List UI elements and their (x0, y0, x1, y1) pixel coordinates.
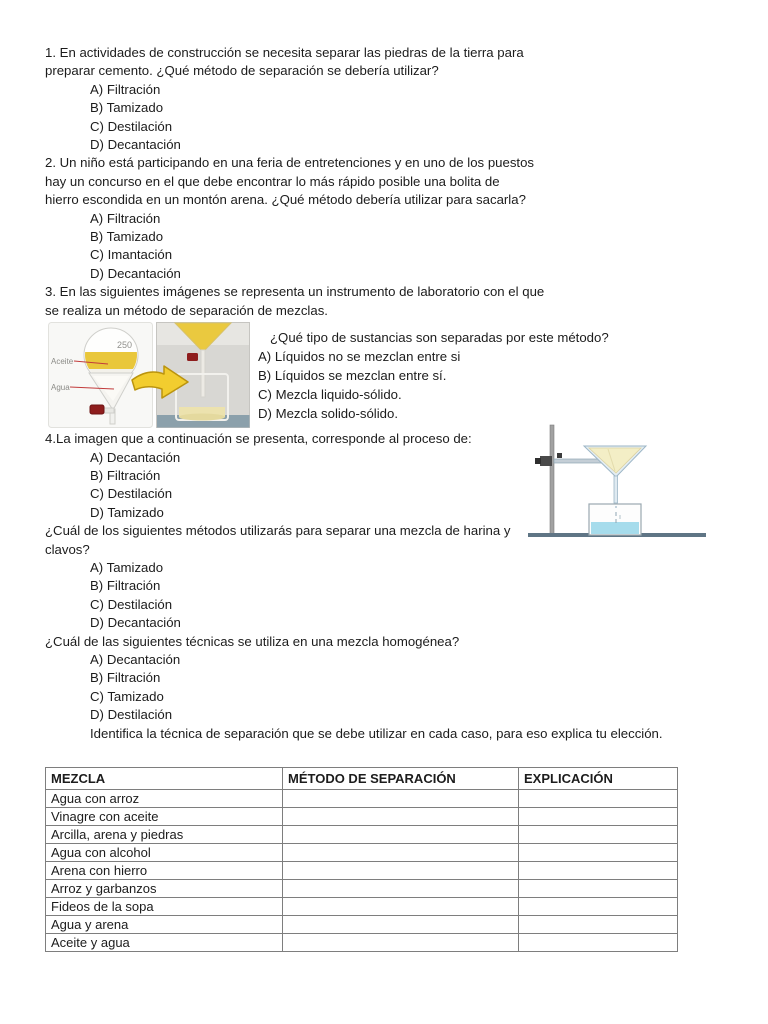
question-1-text-line: preparar cemento. ¿Qué método de separación se debería utilizar? (45, 63, 439, 79)
question-2-text-line: hay un concurso en el que debe encontrar lo más rápido posible una bolita de (45, 173, 500, 189)
drip (615, 506, 617, 508)
worksheet-body (45, 44, 745, 743)
table-instruction: Identifica la técnica de separación que se debe utilizar en cada caso, para eso explica tu elección. (90, 725, 663, 741)
explicacion-cell-empty (519, 880, 678, 898)
question-3-option-a: A) Líquidos no se mezclan entre si (258, 349, 461, 365)
table-row (46, 826, 678, 844)
table-row (46, 880, 678, 898)
table-row (46, 844, 678, 862)
metodo-cell-empty (283, 916, 519, 934)
explicacion-cell-empty (519, 790, 678, 808)
oil-label: Aceite (51, 357, 74, 367)
question-3-option-d: D) Mezcla solido-sólido. (258, 406, 398, 422)
metodo-cell-empty (283, 808, 519, 826)
table-row (46, 790, 678, 808)
mezcla-cell: Agua con arroz (46, 790, 283, 808)
metodo-cell-empty (283, 844, 519, 862)
explicacion-cell-empty (519, 826, 678, 844)
question-6-option-b: B) Filtración (90, 670, 161, 686)
question-4-text-line: 4.La imagen que a continuación se presenta, corresponde al proceso de: (45, 431, 472, 447)
stopcock (187, 353, 198, 361)
table-row (46, 808, 678, 826)
table-row (46, 916, 678, 934)
explicacion-cell-empty (519, 844, 678, 862)
header-explicacion: EXPLICACIÓN (519, 768, 678, 790)
volume-mark-label: 250 (116, 340, 132, 351)
question-3-option-c: C) Mezcla liquido-sólido. (258, 387, 402, 403)
question-5-text-line: ¿Cuál de los siguientes métodos utilizarás para separar una mezcla de harina y (45, 523, 511, 539)
filtrate-liquid (591, 522, 639, 534)
decantation-photos-image (48, 322, 250, 428)
mezcla-cell: Arcilla, arena y piedras (46, 826, 283, 844)
metodo-cell-empty (283, 880, 519, 898)
mezcla-cell: Arroz y garbanzos (46, 880, 283, 898)
question-1-option-b: B) Tamizado (90, 100, 164, 116)
mezcla-cell: Arena con hierro (46, 862, 283, 880)
mezcla-cell: Fideos de la sopa (46, 898, 283, 916)
question-4-option-d: D) Tamizado (90, 504, 164, 520)
question-6-text-line: ¿Cuál de las siguientes técnicas se utiliza en una mezcla homogénea? (45, 633, 460, 649)
table-row (46, 862, 678, 880)
header-metodo: MÉTODO DE SEPARACIÓN (283, 768, 519, 790)
question-2-text-line: 2. Un niño está participando en una feria de entretenciones y en uno de los puestos (45, 155, 535, 171)
question-5-text-line: clavos? (45, 541, 90, 557)
mezcla-cell: Agua y arena (46, 916, 283, 934)
question-2-text-line: hierro escondida en un montón arena. ¿Qué método debería utilizar para sacarla? (45, 192, 526, 208)
question-1-text-line: 1. En actividades de construcción se necesita separar las piedras de la tierra para (45, 45, 524, 60)
clamp-block (540, 456, 552, 466)
mezcla-cell: Agua con alcohol (46, 844, 283, 862)
question-2-option-a: A) Filtración (90, 210, 161, 226)
question-3-prompt: ¿Qué tipo de sustancias son separadas por este método? (270, 330, 609, 346)
explicacion-cell-empty (519, 898, 678, 916)
question-4-option-a: A) Decantación (90, 449, 181, 465)
metodo-cell-empty (283, 862, 519, 880)
explicacion-cell-empty (519, 916, 678, 934)
table-row (46, 934, 678, 952)
mezcla-cell: Aceite y agua (46, 934, 283, 952)
question-4-option-b: B) Filtración (90, 467, 161, 483)
question-6-option-d: D) Destilación (90, 707, 173, 723)
question-6-option-c: C) Tamizado (90, 688, 164, 704)
question-6-option-a: A) Decantación (90, 651, 181, 667)
question-3-text-line: 3. En las siguientes imágenes se representa un instrumento de laboratorio con el que (45, 284, 545, 300)
header-mezcla: MEZCLA (46, 768, 283, 790)
question-2-option-c: C) Imantación (90, 247, 173, 263)
question-3-answers (258, 328, 609, 423)
question-2-option-d: D) Decantación (90, 265, 181, 281)
question-3-figure-row (45, 320, 745, 430)
separation-methods-table (45, 767, 678, 952)
separating-funnel-photo (49, 323, 153, 428)
oil-layer (84, 352, 138, 369)
mezcla-cell: Vinagre con aceite (46, 808, 283, 826)
question-3-option-b: B) Líquidos se mezclan entre sí. (258, 368, 447, 384)
question-4-option-c: C) Destilación (90, 486, 173, 502)
question-3-text-line: se realiza un método de separación de mezclas. (45, 302, 328, 318)
question-5-option-d: D) Decantación (90, 615, 181, 631)
explicacion-cell-empty (519, 862, 678, 880)
explicacion-cell-empty (519, 934, 678, 952)
stopcock (90, 405, 104, 414)
metodo-cell-empty (283, 898, 519, 916)
table-header-row (46, 768, 678, 790)
funnel-stem (614, 476, 618, 503)
metodo-cell-empty (283, 826, 519, 844)
question-5-option-b: B) Filtración (90, 578, 161, 594)
table-row (46, 898, 678, 916)
metodo-cell-empty (283, 934, 519, 952)
explicacion-cell-empty (519, 808, 678, 826)
water-label: Agua (51, 383, 70, 393)
question-5-option-a: A) Tamizado (90, 559, 164, 575)
stand-rod (550, 425, 554, 535)
question-5-option-c: C) Destilación (90, 596, 173, 612)
metodo-cell-empty (283, 790, 519, 808)
filtration-apparatus-image (528, 420, 706, 540)
question-1-option-c: C) Destilación (90, 118, 173, 134)
question-1-option-a: A) Filtración (90, 81, 161, 97)
question-2-option-b: B) Tamizado (90, 229, 164, 245)
question-1-option-d: D) Decantación (90, 137, 181, 153)
